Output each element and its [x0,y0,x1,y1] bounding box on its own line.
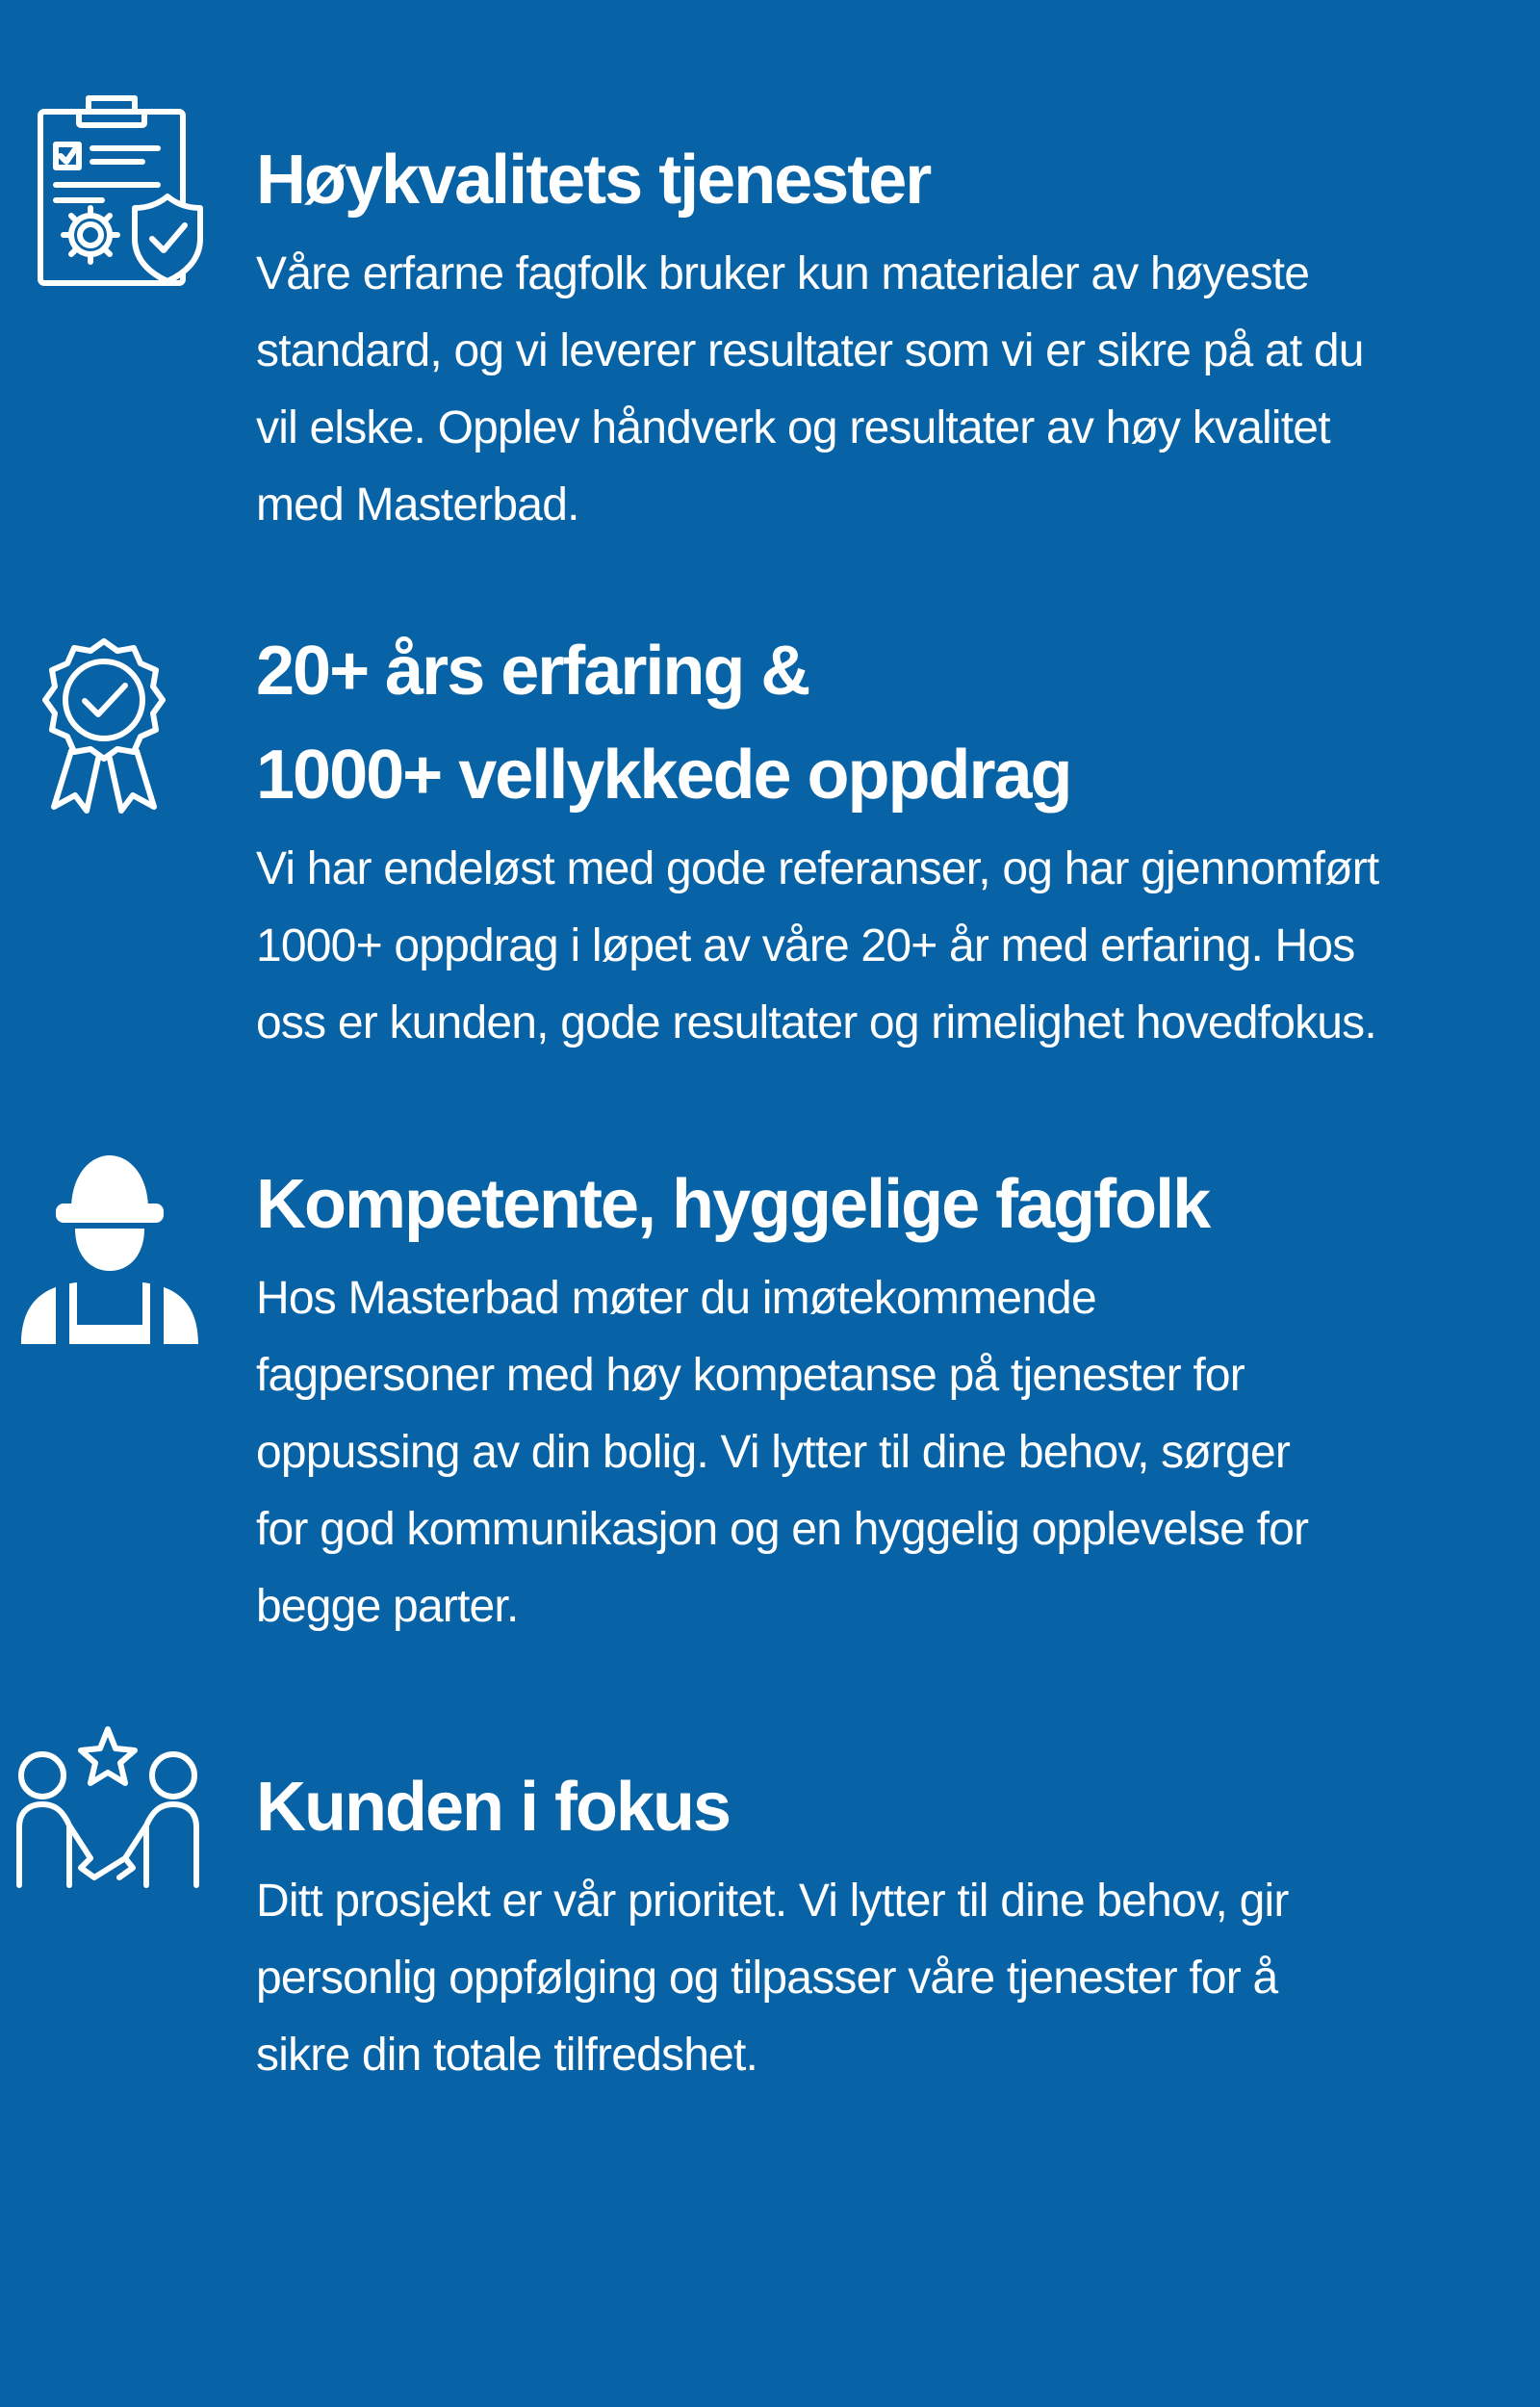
handshake-star-icon [13,1723,202,1889]
feature-description-line: sikre din totale tilfredshet. [256,2030,758,2081]
feature-description-line: begge parter. [256,1581,519,1632]
feature-description [256,1863,1540,2094]
feature-description-line: oss er kunden, gode resultater og rimelighet hovedfokus. [256,997,1376,1048]
feature-title-line: 1000+ vellykkede oppdrag [256,737,1071,814]
feature-description-line: med Masterbad. [256,479,579,531]
feature-description-line: standard, og vi leverer resultater som vi er sikre på at du [256,325,1364,376]
feature-description-line: vil elske. Opplev håndverk og resultater av høy kvalitet [256,402,1330,453]
feature-description-line: Våre erfarne fagfolk bruker kun materialer av høyeste [256,248,1310,299]
feature-description-line: for god kommunikasjon og en hyggelig opplevelse for [256,1504,1309,1555]
feature-description-line: oppussing av din bolig. Vi lytter til dine behov, sørger [256,1427,1291,1478]
feature-description-line: fagpersoner med høy kompetanse på tjenester for [256,1350,1245,1401]
feature-title-line: Kompetente, hyggelige fagfolk [256,1166,1210,1243]
feature-description-line: personlig oppfølging og tilpasser våre tjenester for å [256,1953,1278,2004]
feature-description-line: Vi har endeløst med gode referanser, og har gjennomført [256,843,1379,894]
feature-description-line: Hos Masterbad møter du imøtekommende [256,1273,1096,1324]
feature-title-line: Høykvalitets tjenester [256,142,931,219]
feature-title-line: Kunden i fokus [256,1769,730,1846]
feature-title [256,1755,1540,1859]
feature-description-line: Ditt prosjekt er vår prioritet. Vi lytter til dine behov, gir [256,1876,1289,1927]
feature-description-line: 1000+ oppdrag i løpet av våre 20+ år med erfaring. Hos [256,920,1355,971]
feature-title-line: 20+ års erfaring & [256,633,809,710]
